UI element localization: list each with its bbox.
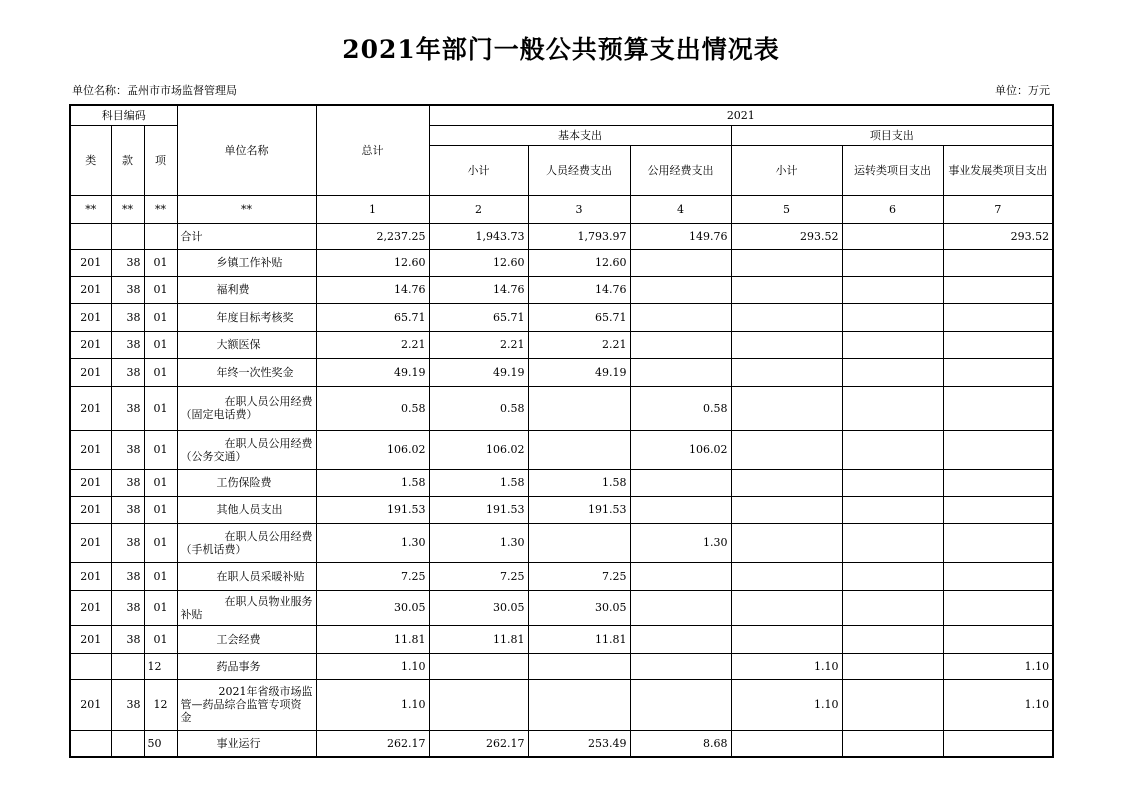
unit-name-cell [177, 386, 316, 430]
personnel-cell [528, 653, 630, 679]
project-subtotal-cell [731, 562, 842, 590]
header-total: 总计 [316, 105, 429, 195]
unit-name-line: 在职人员公用经费 [224, 395, 313, 408]
lei-cell: 201 [70, 430, 111, 469]
operation-cell [842, 358, 943, 386]
basic-subtotal-cell: 2.21 [429, 331, 528, 358]
xiang-cell: 12 [144, 653, 177, 679]
header-basic-subtotal: 小计 [429, 145, 528, 195]
unit-name-cell [177, 523, 316, 562]
lei-cell [70, 223, 111, 249]
personnel-cell: 7.25 [528, 562, 630, 590]
operation-cell [842, 276, 943, 303]
unit-name-cell: 工会经费 [177, 625, 316, 653]
xiang-cell: 01 [144, 276, 177, 303]
personnel-cell: 12.60 [528, 249, 630, 276]
xiang-cell: 01 [144, 303, 177, 331]
lei-cell [70, 653, 111, 679]
index-cell: ** [177, 195, 316, 223]
development-cell [943, 562, 1053, 590]
public-cell: 1.30 [630, 523, 731, 562]
project-subtotal-cell [731, 276, 842, 303]
table-row [70, 430, 1053, 469]
basic-subtotal-cell: 262.17 [429, 730, 528, 757]
total-cell: 11.81 [316, 625, 429, 653]
kuan-cell: 38 [111, 625, 144, 653]
kuan-cell: 38 [111, 249, 144, 276]
xiang-cell: 01 [144, 358, 177, 386]
xiang-cell: 01 [144, 386, 177, 430]
table-row [70, 679, 1053, 730]
basic-subtotal-cell: 30.05 [429, 590, 528, 625]
public-cell [630, 562, 731, 590]
unit-name-cell: 大额医保 [177, 331, 316, 358]
basic-subtotal-cell: 7.25 [429, 562, 528, 590]
header-xiang: 项 [144, 125, 177, 195]
table-row [70, 590, 1053, 625]
unit-name-line: （固定电话费） [180, 408, 258, 421]
personnel-cell: 11.81 [528, 625, 630, 653]
total-cell: 1.10 [316, 653, 429, 679]
total-cell: 12.60 [316, 249, 429, 276]
basic-subtotal-cell: 1.58 [429, 469, 528, 496]
total-cell: 2.21 [316, 331, 429, 358]
unit-name-cell: 年度目标考核奖 [177, 303, 316, 331]
xiang-cell: 01 [144, 625, 177, 653]
personnel-cell: 253.49 [528, 730, 630, 757]
operation-cell [842, 331, 943, 358]
personnel-cell [528, 679, 630, 730]
basic-subtotal-cell [429, 653, 528, 679]
lei-cell: 201 [70, 469, 111, 496]
public-cell [630, 331, 731, 358]
unit-name-cell: 工伤保险费 [177, 469, 316, 496]
header-subject-code: 科目编码 [70, 105, 177, 125]
kuan-cell: 38 [111, 331, 144, 358]
index-cell: 4 [630, 195, 731, 223]
personnel-cell: 2.21 [528, 331, 630, 358]
index-cell: 6 [842, 195, 943, 223]
unit-name-line: （公务交通） [180, 449, 247, 463]
xiang-cell: 01 [144, 430, 177, 469]
public-cell [630, 469, 731, 496]
xiang-cell: 50 [144, 730, 177, 757]
personnel-cell: 1,793.97 [528, 223, 630, 249]
development-cell [943, 303, 1053, 331]
project-subtotal-cell [731, 430, 842, 469]
kuan-cell [111, 223, 144, 249]
public-cell [630, 249, 731, 276]
operation-cell [842, 523, 943, 562]
xiang-cell: 01 [144, 496, 177, 523]
basic-subtotal-cell: 12.60 [429, 249, 528, 276]
index-cell: ** [144, 195, 177, 223]
xiang-cell [144, 223, 177, 249]
total-cell: 2,237.25 [316, 223, 429, 249]
kuan-cell: 38 [111, 562, 144, 590]
header-row-1 [70, 105, 1053, 125]
operation-cell [842, 496, 943, 523]
operation-cell [842, 653, 943, 679]
unit-name-line: 补贴 [180, 607, 203, 621]
lei-cell [70, 730, 111, 757]
xiang-cell: 12 [144, 679, 177, 730]
table-row [70, 358, 1053, 386]
index-cell: 5 [731, 195, 842, 223]
page-title: 2021年部门一般公共预算支出情况表 [342, 35, 780, 64]
operation-cell [842, 730, 943, 757]
table-row [70, 496, 1053, 523]
public-cell: 8.68 [630, 730, 731, 757]
public-cell [630, 496, 731, 523]
development-cell [943, 496, 1053, 523]
personnel-cell: 49.19 [528, 358, 630, 386]
lei-cell: 201 [70, 590, 111, 625]
development-cell [943, 331, 1053, 358]
basic-subtotal-cell: 1,943.73 [429, 223, 528, 249]
unit-name-cell: 事业运行 [177, 730, 316, 757]
project-subtotal-cell [731, 590, 842, 625]
kuan-cell [111, 730, 144, 757]
operation-cell [842, 249, 943, 276]
development-cell: 293.52 [943, 223, 1053, 249]
operation-cell [842, 469, 943, 496]
unit-name-line: 在职人员公用经费 [224, 529, 313, 543]
xiang-cell: 01 [144, 590, 177, 625]
unit-name-line: 金 [180, 711, 192, 724]
total-cell: 49.19 [316, 358, 429, 386]
total-cell: 262.17 [316, 730, 429, 757]
table-row [70, 562, 1053, 590]
table-row [70, 523, 1053, 562]
public-cell [630, 679, 731, 730]
xiang-cell: 01 [144, 331, 177, 358]
kuan-cell: 38 [111, 303, 144, 331]
operation-cell [842, 223, 943, 249]
unit-name-label: 单位名称：孟州市市场监督管理局 [72, 84, 237, 97]
lei-cell: 201 [70, 625, 111, 653]
lei-cell: 201 [70, 303, 111, 331]
header-year: 2021 [429, 105, 1053, 125]
total-cell: 1.30 [316, 523, 429, 562]
table-row [70, 331, 1053, 358]
unit-name-cell: 其他人员支出 [177, 496, 316, 523]
unit-name-line: 管—药品综合监管专项资 [180, 698, 302, 711]
basic-subtotal-cell: 0.58 [429, 386, 528, 430]
unit-name-line: 在职人员公用经费 [224, 436, 313, 450]
personnel-cell: 191.53 [528, 496, 630, 523]
public-cell [630, 276, 731, 303]
table-row [70, 469, 1053, 496]
basic-subtotal-cell: 11.81 [429, 625, 528, 653]
development-cell [943, 249, 1053, 276]
operation-cell [842, 590, 943, 625]
kuan-cell: 38 [111, 679, 144, 730]
project-subtotal-cell [731, 303, 842, 331]
operation-cell [842, 386, 943, 430]
header-project-subtotal: 小计 [731, 145, 842, 195]
kuan-cell: 38 [111, 276, 144, 303]
kuan-cell: 38 [111, 469, 144, 496]
kuan-cell [111, 653, 144, 679]
public-cell: 106.02 [630, 430, 731, 469]
unit-name-line: 在职人员物业服务 [224, 594, 313, 608]
xiang-cell: 01 [144, 469, 177, 496]
kuan-cell: 38 [111, 430, 144, 469]
unit-name-cell [177, 590, 316, 625]
development-cell [943, 430, 1053, 469]
basic-subtotal-cell: 49.19 [429, 358, 528, 386]
personnel-cell [528, 523, 630, 562]
index-cell: 1 [316, 195, 429, 223]
unit-name-cell: 药品事务 [177, 653, 316, 679]
lei-cell: 201 [70, 331, 111, 358]
table-row [70, 276, 1053, 303]
operation-cell [842, 625, 943, 653]
project-subtotal-cell: 1.10 [731, 679, 842, 730]
development-cell [943, 276, 1053, 303]
public-cell [630, 303, 731, 331]
unit-name-cell [177, 679, 316, 730]
index-row [70, 195, 1053, 223]
public-cell [630, 358, 731, 386]
header-lei: 类 [70, 125, 111, 195]
lei-cell: 201 [70, 562, 111, 590]
lei-cell: 201 [70, 249, 111, 276]
personnel-cell: 14.76 [528, 276, 630, 303]
header-project: 项目支出 [731, 125, 1053, 145]
header-public: 公用经费支出 [630, 145, 731, 195]
personnel-cell [528, 430, 630, 469]
personnel-cell: 30.05 [528, 590, 630, 625]
unit-name-cell: 福利费 [177, 276, 316, 303]
development-cell [943, 358, 1053, 386]
xiang-cell: 01 [144, 249, 177, 276]
lei-cell: 201 [70, 679, 111, 730]
development-cell: 1.10 [943, 653, 1053, 679]
unit-name-cell: 乡镇工作补贴 [177, 249, 316, 276]
kuan-cell: 38 [111, 358, 144, 386]
development-cell [943, 386, 1053, 430]
basic-subtotal-cell: 14.76 [429, 276, 528, 303]
total-cell: 191.53 [316, 496, 429, 523]
index-cell: 3 [528, 195, 630, 223]
header-operation: 运转类项目支出 [842, 145, 943, 195]
table-row [70, 730, 1053, 757]
basic-subtotal-cell: 106.02 [429, 430, 528, 469]
total-cell: 106.02 [316, 430, 429, 469]
table-row [70, 223, 1053, 249]
development-cell: 1.10 [943, 679, 1053, 730]
public-cell [630, 590, 731, 625]
personnel-cell [528, 386, 630, 430]
unit-name-line: （手机话费） [180, 542, 247, 556]
kuan-cell: 38 [111, 523, 144, 562]
unit-name-cell: 合计 [177, 223, 316, 249]
basic-subtotal-cell: 1.30 [429, 523, 528, 562]
total-cell: 1.58 [316, 469, 429, 496]
index-cell: 2 [429, 195, 528, 223]
total-cell: 1.10 [316, 679, 429, 730]
project-subtotal-cell: 293.52 [731, 223, 842, 249]
operation-cell [842, 562, 943, 590]
development-cell [943, 523, 1053, 562]
kuan-cell: 38 [111, 386, 144, 430]
total-cell: 30.05 [316, 590, 429, 625]
public-cell: 0.58 [630, 386, 731, 430]
project-subtotal-cell [731, 249, 842, 276]
lei-cell: 201 [70, 276, 111, 303]
lei-cell: 201 [70, 386, 111, 430]
project-subtotal-cell [731, 523, 842, 562]
personnel-cell: 1.58 [528, 469, 630, 496]
unit-name-cell [177, 430, 316, 469]
project-subtotal-cell: 1.10 [731, 653, 842, 679]
basic-subtotal-cell [429, 679, 528, 730]
total-cell: 7.25 [316, 562, 429, 590]
total-cell: 0.58 [316, 386, 429, 430]
table-row [70, 653, 1053, 679]
header-development: 事业发展类项目支出 [943, 145, 1053, 195]
project-subtotal-cell [731, 625, 842, 653]
development-cell [943, 590, 1053, 625]
table-row [70, 303, 1053, 331]
development-cell [943, 730, 1053, 757]
public-cell [630, 653, 731, 679]
header-unit-name: 单位名称 [177, 105, 316, 195]
project-subtotal-cell [731, 386, 842, 430]
project-subtotal-cell [731, 730, 842, 757]
table-row [70, 249, 1053, 276]
header-personnel: 人员经费支出 [528, 145, 630, 195]
unit-name-cell: 年终一次性奖金 [177, 358, 316, 386]
table-row [70, 386, 1053, 430]
xiang-cell: 01 [144, 523, 177, 562]
lei-cell: 201 [70, 496, 111, 523]
xiang-cell: 01 [144, 562, 177, 590]
currency-unit-label: 单位：万元 [995, 84, 1050, 97]
operation-cell [842, 679, 943, 730]
unit-name-cell: 在职人员采暖补贴 [177, 562, 316, 590]
lei-cell: 201 [70, 523, 111, 562]
table-row [70, 625, 1053, 653]
operation-cell [842, 430, 943, 469]
index-cell: 7 [943, 195, 1053, 223]
unit-name-line: 2021年省级市场监 [218, 685, 313, 698]
public-cell [630, 625, 731, 653]
public-cell: 149.76 [630, 223, 731, 249]
lei-cell: 201 [70, 358, 111, 386]
development-cell [943, 469, 1053, 496]
development-cell [943, 625, 1053, 653]
index-cell: ** [70, 195, 111, 223]
basic-subtotal-cell: 65.71 [429, 303, 528, 331]
header-basic: 基本支出 [429, 125, 731, 145]
index-cell: ** [111, 195, 144, 223]
basic-subtotal-cell: 191.53 [429, 496, 528, 523]
kuan-cell: 38 [111, 496, 144, 523]
kuan-cell: 38 [111, 590, 144, 625]
total-cell: 65.71 [316, 303, 429, 331]
project-subtotal-cell [731, 358, 842, 386]
total-cell: 14.76 [316, 276, 429, 303]
project-subtotal-cell [731, 496, 842, 523]
project-subtotal-cell [731, 469, 842, 496]
header-kuan: 款 [111, 125, 144, 195]
operation-cell [842, 303, 943, 331]
project-subtotal-cell [731, 331, 842, 358]
budget-table [69, 104, 1054, 758]
personnel-cell: 65.71 [528, 303, 630, 331]
